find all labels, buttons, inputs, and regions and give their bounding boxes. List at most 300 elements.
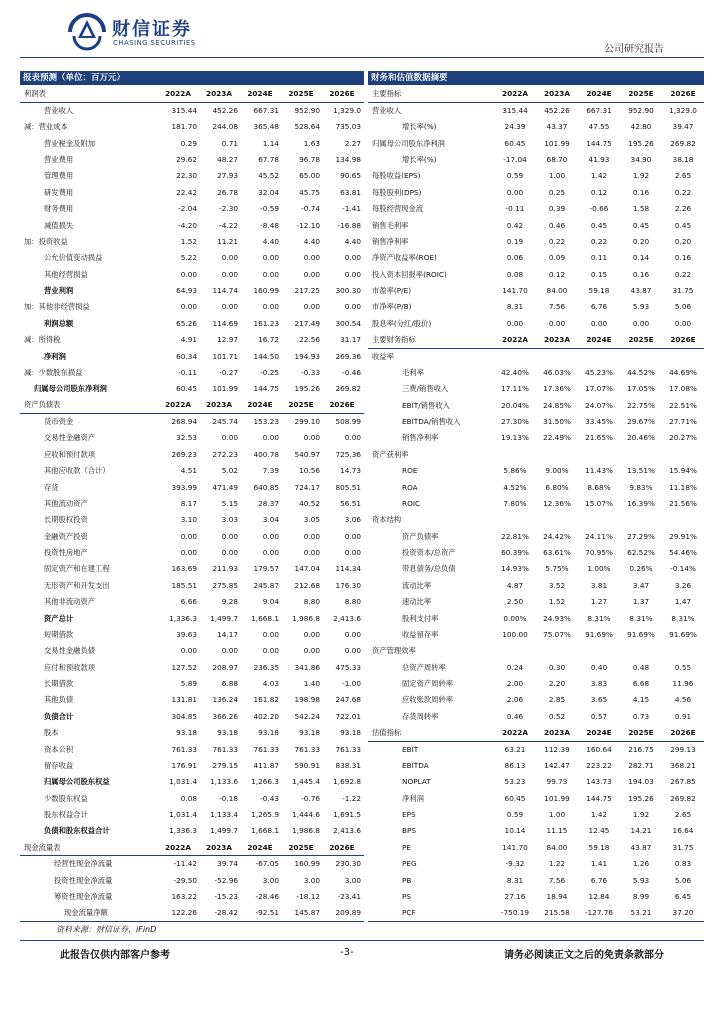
value-cell: 208.97 <box>212 662 238 672</box>
value-cell <box>494 446 536 462</box>
year-header-cell: 2026E <box>323 86 364 102</box>
value-cell: 952.90 <box>294 106 320 116</box>
table-row <box>20 807 364 823</box>
table-row <box>368 184 704 200</box>
row-label: 资产负债率 <box>402 531 439 541</box>
row-label: 其他负债 <box>44 695 74 705</box>
row-label: 存货周转率 <box>402 711 439 721</box>
value-cell <box>662 643 704 659</box>
value-cell: 0.22 <box>674 269 692 279</box>
row-label: 净利润 <box>402 793 424 803</box>
value-cell: 1.00 <box>548 810 566 820</box>
value-cell: 230.30 <box>335 859 361 869</box>
row-label: 货币资金 <box>44 417 74 427</box>
table-row <box>20 102 364 118</box>
value-cell: -67.05 <box>255 859 279 869</box>
table-row <box>20 594 364 610</box>
value-cell: 17.36% <box>543 384 571 394</box>
row-label: 归属母公司股东净利润 <box>34 384 107 394</box>
value-cell: 122.26 <box>159 905 200 921</box>
value-cell: 223.22 <box>586 760 612 770</box>
year-header-cell: 2025E <box>620 725 662 741</box>
value-cell: 275.85 <box>212 580 238 590</box>
value-cell: 6.80% <box>545 482 569 492</box>
row-label: 利润总额 <box>44 318 74 328</box>
value-cell: 8.80 <box>303 597 320 607</box>
value-cell: 93.18 <box>217 728 238 738</box>
row-label: 销售净利率 <box>372 236 409 246</box>
value-cell: 9.00% <box>545 466 569 476</box>
value-cell: 17.07% <box>585 384 613 394</box>
value-cell: 0.00 <box>303 629 320 639</box>
value-cell: 0.57 <box>590 711 608 721</box>
value-cell <box>662 446 704 462</box>
value-cell: -0.76 <box>301 793 320 803</box>
value-cell: 1,336.3 <box>169 826 197 836</box>
table-row <box>368 397 704 413</box>
value-cell: 1,031.4 <box>169 810 197 820</box>
year-header-cell: 2025E <box>282 839 323 855</box>
value-cell: 1,499.7 <box>210 826 238 836</box>
value-cell: 0.71 <box>221 138 238 148</box>
value-cell: 1,133.6 <box>210 777 238 787</box>
value-cell: 96.78 <box>299 155 320 165</box>
value-cell: 1,986.8 <box>292 826 320 836</box>
value-cell: 1.37 <box>632 597 650 607</box>
value-cell: 43.87 <box>630 286 652 296</box>
value-cell: 0.16 <box>632 269 650 279</box>
value-cell: 216.75 <box>628 744 654 754</box>
row-label: PEG <box>402 859 417 869</box>
row-label: 资产总计 <box>44 613 74 623</box>
value-cell: 1,133.4 <box>210 810 238 820</box>
value-cell: 0.00 <box>221 646 238 656</box>
value-cell <box>620 348 662 364</box>
value-cell: -29.50 <box>173 875 197 885</box>
row-label: 投入资本回报率(ROIC) <box>372 269 447 279</box>
value-cell: 0.00 <box>221 531 238 541</box>
row-label: 营业费用 <box>44 155 74 165</box>
row-label: 其他非流动资产 <box>44 597 96 607</box>
table-row <box>20 266 364 282</box>
row-label: 增长率(%) <box>402 155 437 165</box>
table-row <box>368 201 704 217</box>
row-label: 加：其他非经营损益 <box>24 302 90 312</box>
value-cell <box>620 643 662 659</box>
value-cell: -17.04 <box>503 155 527 165</box>
value-cell: 9.83% <box>629 482 653 492</box>
value-cell: 0.55 <box>674 662 692 672</box>
value-cell: 16.39% <box>627 498 655 508</box>
table-row <box>368 283 704 299</box>
value-cell: 0.00% <box>503 613 527 623</box>
value-cell: 21.65% <box>585 433 613 443</box>
row-label: BPS <box>402 826 417 836</box>
value-cell: 8.31% <box>671 613 695 623</box>
value-cell: -1.00 <box>342 679 361 689</box>
value-cell: 272.23 <box>212 449 238 459</box>
value-cell: 1.63 <box>303 138 320 148</box>
value-cell: 1.58 <box>632 204 650 214</box>
table-row <box>368 545 704 561</box>
value-cell: -0.14% <box>670 564 696 574</box>
value-cell: 176.30 <box>335 580 361 590</box>
value-cell: 14.73 <box>340 466 361 476</box>
table-row <box>368 463 704 479</box>
table-row <box>368 741 704 757</box>
value-cell: 12.97 <box>217 335 238 345</box>
table-row <box>368 135 704 151</box>
value-cell: 1.52 <box>548 597 566 607</box>
table-row <box>368 839 704 855</box>
value-cell: -9.32 <box>505 859 525 869</box>
table-row <box>368 315 704 331</box>
value-cell: 5.15 <box>221 498 238 508</box>
value-cell: 0.00 <box>303 302 320 312</box>
value-cell: 5.93 <box>632 875 650 885</box>
row-label: 营业收入 <box>372 106 402 116</box>
table-row <box>20 741 364 757</box>
value-cell: 17.05% <box>627 384 655 394</box>
value-cell: -4.20 <box>178 220 197 230</box>
value-cell: 24.93% <box>543 613 571 623</box>
value-cell: 3.65 <box>590 695 608 705</box>
row-label: 股东权益合计 <box>44 810 88 820</box>
value-cell: 0.00 <box>344 253 361 263</box>
value-cell: 1,499.7 <box>210 613 238 623</box>
value-cell: 411.87 <box>253 760 279 770</box>
value-cell: 34.90 <box>630 155 652 165</box>
value-cell: 8.99 <box>632 891 650 901</box>
table-row <box>20 348 364 364</box>
row-label: 收益率 <box>372 351 394 361</box>
value-cell: 160.99 <box>294 859 320 869</box>
value-cell: 3.03 <box>221 515 238 525</box>
value-cell: 1,265.9 <box>251 810 279 820</box>
table-row <box>368 823 704 839</box>
value-cell: 68.70 <box>546 155 568 165</box>
row-label: 估值指标 <box>368 725 494 741</box>
value-cell: 0.25 <box>548 187 566 197</box>
value-cell: 1.42 <box>590 171 608 181</box>
value-cell: -750.19 <box>494 905 536 921</box>
value-cell: 299.13 <box>670 744 696 754</box>
value-cell: 20.46% <box>627 433 655 443</box>
table-row <box>20 135 364 151</box>
table-row <box>20 364 364 380</box>
value-cell: 366.26 <box>212 711 238 721</box>
value-cell: 29.67% <box>627 417 655 427</box>
table-row <box>20 528 364 544</box>
forecast-section-title: 报表预测（单位：百万元） <box>20 71 364 85</box>
value-cell: 8.31% <box>629 613 653 623</box>
value-cell: -92.51 <box>241 905 282 921</box>
value-cell: 0.45 <box>674 220 692 230</box>
value-cell: 21.56% <box>669 498 697 508</box>
value-cell: 3.06 <box>344 515 361 525</box>
table-row <box>368 430 704 446</box>
table-row <box>20 888 364 904</box>
value-cell: 667.31 <box>253 106 279 116</box>
value-cell: 0.11 <box>590 253 608 263</box>
row-label: EBIT <box>402 744 419 754</box>
value-cell: 27.16 <box>504 891 526 901</box>
value-cell: 28.37 <box>258 498 279 508</box>
value-cell: 267.85 <box>670 777 696 787</box>
row-label: 市盈率(P/E) <box>372 286 412 296</box>
row-label: 营业利润 <box>44 286 74 296</box>
row-label: 归属母公司股东净利润 <box>372 138 445 148</box>
row-label: 固定资产周转率 <box>402 679 454 689</box>
value-cell: 114.69 <box>212 318 238 328</box>
value-cell: 304.85 <box>171 711 197 721</box>
row-label: 营业税金及附加 <box>44 138 96 148</box>
value-cell: 65.26 <box>176 318 197 328</box>
value-cell: 761.33 <box>335 744 361 754</box>
value-cell: 6.76 <box>590 875 608 885</box>
value-cell: -2.04 <box>178 204 197 214</box>
value-cell: 0.22 <box>548 236 566 246</box>
value-cell: 65.00 <box>299 171 320 181</box>
row-label: 减：少数股东损益 <box>24 367 83 377</box>
value-cell: 22.75% <box>627 400 655 410</box>
value-cell: 45.52 <box>258 171 279 181</box>
row-label: 主要财务指标 <box>368 332 494 348</box>
value-cell: 1.22 <box>548 859 566 869</box>
table-row <box>368 414 704 430</box>
value-cell: 0.00 <box>344 302 361 312</box>
row-label: 利润表 <box>20 86 159 102</box>
row-label: 留存收益 <box>44 760 74 770</box>
value-cell: -0.43 <box>260 793 279 803</box>
value-cell <box>620 512 662 528</box>
value-cell: 244.08 <box>212 122 238 132</box>
value-cell: 2.00 <box>506 679 524 689</box>
value-cell: 17.08% <box>669 384 697 394</box>
value-cell: 93.18 <box>340 728 361 738</box>
year-header-cell: 2024E <box>241 397 282 413</box>
value-cell: 63.21 <box>504 744 526 754</box>
value-cell: 7.39 <box>262 466 279 476</box>
value-cell: -0.66 <box>589 204 609 214</box>
row-label: EBITDA <box>402 760 429 770</box>
value-cell: 1.27 <box>590 597 608 607</box>
value-cell: 0.83 <box>674 859 692 869</box>
value-cell: 3.00 <box>344 875 361 885</box>
table-row <box>368 888 704 904</box>
row-label: 总资产周转率 <box>402 662 446 672</box>
row-label: 财务费用 <box>44 204 74 214</box>
value-cell: 60.39% <box>501 548 529 558</box>
row-label: 每股经营现金流 <box>372 204 424 214</box>
value-cell: 12.84 <box>588 891 610 901</box>
table-row <box>368 528 704 544</box>
value-cell: 542.24 <box>294 711 320 721</box>
value-cell: 20.04% <box>501 400 529 410</box>
row-label: 投资性现金净流量 <box>54 875 113 885</box>
value-cell: 402.20 <box>253 711 279 721</box>
value-cell: -4.22 <box>219 220 238 230</box>
value-cell: -15.23 <box>214 891 238 901</box>
value-cell: 0.12 <box>590 187 608 197</box>
value-cell: 7.56 <box>548 302 566 312</box>
value-cell: 1,668.1 <box>251 613 279 623</box>
row-label: 交易性金融资产 <box>44 433 96 443</box>
row-label: 归属母公司股东权益 <box>44 777 110 787</box>
page-number: -3- <box>340 947 354 958</box>
value-cell: 27.93 <box>217 171 238 181</box>
header-divider <box>20 57 704 58</box>
table-row <box>368 299 704 315</box>
value-cell: 0.42 <box>506 220 524 230</box>
value-cell: 11.96 <box>672 679 694 689</box>
table-row <box>20 823 364 839</box>
row-label: EBITDA/销售收入 <box>402 417 461 427</box>
value-cell: 91.69% <box>669 629 697 639</box>
value-cell: 0.00 <box>221 302 238 312</box>
year-header-cell: 2024E <box>241 86 282 102</box>
value-cell: 5.89 <box>180 679 197 689</box>
value-cell: 0.00 <box>344 433 361 443</box>
row-label: 每股股利(DPS) <box>372 187 422 197</box>
value-cell: 2.65 <box>674 171 692 181</box>
value-cell: 11.15 <box>546 826 568 836</box>
value-cell: 368.21 <box>670 760 696 770</box>
value-cell: -0.46 <box>342 367 361 377</box>
value-cell: 101.99 <box>544 793 570 803</box>
value-cell: 45.75 <box>299 187 320 197</box>
value-cell: 1.92 <box>632 171 650 181</box>
table-row <box>20 561 364 577</box>
value-cell: 0.00 <box>303 531 320 541</box>
value-cell: 93.18 <box>258 728 279 738</box>
value-cell: 10.14 <box>504 826 526 836</box>
table-row <box>20 610 364 626</box>
value-cell: 315.44 <box>171 106 197 116</box>
year-header-cell: 2024E <box>578 86 620 102</box>
value-cell: 12.36% <box>543 498 571 508</box>
value-cell: 3.04 <box>262 515 279 525</box>
value-cell: 101.99 <box>544 138 570 148</box>
value-cell: 3.81 <box>590 580 608 590</box>
value-cell: 0.45 <box>590 220 608 230</box>
value-cell: 3.52 <box>548 580 566 590</box>
value-cell: 31.75 <box>672 286 694 296</box>
value-cell: 452.26 <box>544 106 570 116</box>
row-label: 带息债务/总负债 <box>402 564 456 574</box>
value-cell: 134.98 <box>335 155 361 165</box>
value-cell: 0.00 <box>262 302 279 312</box>
value-cell: 64.93 <box>176 286 197 296</box>
value-cell: 761.33 <box>171 744 197 754</box>
value-cell: 0.14 <box>632 253 650 263</box>
row-label: 股息率(分红/股价) <box>372 318 432 328</box>
value-cell <box>662 512 704 528</box>
value-cell: 7.80% <box>503 498 527 508</box>
value-cell: 590.91 <box>294 760 320 770</box>
value-cell <box>662 348 704 364</box>
table-row <box>368 119 704 135</box>
value-cell: 0.00 <box>590 318 608 328</box>
value-cell: 6.88 <box>221 679 238 689</box>
value-cell: 62.52% <box>627 548 655 558</box>
company-name-en: CHASING SECURITIES <box>113 39 196 47</box>
value-cell: 0.45 <box>632 220 650 230</box>
value-cell: 44.52% <box>627 367 655 377</box>
value-cell: 60.45 <box>504 138 526 148</box>
value-cell: 3.00 <box>303 875 320 885</box>
row-label: 无形资产和开发支出 <box>44 580 110 590</box>
value-cell: 8.31 <box>506 302 524 312</box>
value-cell: 163.22 <box>171 891 197 901</box>
value-cell: 141.70 <box>502 842 528 852</box>
row-label: 管理费用 <box>44 171 74 181</box>
value-cell: 11.18% <box>669 482 697 492</box>
value-cell: 22.81% <box>501 531 529 541</box>
value-cell: 143.73 <box>586 777 612 787</box>
table-row <box>368 512 704 528</box>
value-cell: 1.47 <box>674 597 692 607</box>
row-label: 少数股东权益 <box>44 793 88 803</box>
value-cell: 217.25 <box>294 286 320 296</box>
value-cell: 29.91% <box>669 531 697 541</box>
value-cell: 11.21 <box>217 236 238 246</box>
footer-disclaimer-right: 请务必阅读正文之后的免责条款部分 <box>504 950 664 961</box>
year-header-cell: 2023A <box>200 839 241 855</box>
value-cell: 8.68% <box>587 482 611 492</box>
table-row <box>20 905 364 921</box>
footer-disclaimer-left: 此报告仅供内部客户参考 <box>60 950 170 961</box>
value-cell: 6.66 <box>180 597 197 607</box>
value-cell: 0.00 <box>221 548 238 558</box>
value-cell: 1,444.6 <box>292 810 320 820</box>
value-cell: 2.85 <box>548 695 566 705</box>
value-cell: 86.13 <box>504 760 526 770</box>
table-row <box>20 315 364 331</box>
value-cell: 0.00 <box>344 646 361 656</box>
row-label: 其他经营损益 <box>44 269 88 279</box>
value-cell: 452.26 <box>212 106 238 116</box>
table-header-row <box>368 332 704 348</box>
year-header-cell: 2025E <box>620 332 662 348</box>
value-cell: 14.17 <box>217 629 238 639</box>
value-cell <box>494 512 536 528</box>
value-cell: 2.27 <box>344 138 361 148</box>
value-cell: 60.45 <box>176 384 197 394</box>
value-cell: 32.53 <box>176 433 197 443</box>
value-cell: 60.45 <box>504 793 526 803</box>
row-label: 三费/销售收入 <box>402 384 449 394</box>
value-cell: 5.06 <box>674 875 692 885</box>
value-cell: 12.45 <box>588 826 610 836</box>
value-cell: 268.94 <box>171 417 197 427</box>
table-row <box>20 626 364 642</box>
value-cell: 4.03 <box>262 679 279 689</box>
table-row <box>20 725 364 741</box>
table-row <box>368 905 704 921</box>
value-cell: 245.74 <box>212 417 238 427</box>
value-cell: 0.46 <box>548 220 566 230</box>
value-cell: 1,031.4 <box>169 777 197 787</box>
row-label: 资产管理效率 <box>372 646 416 656</box>
value-cell: 1,986.8 <box>292 613 320 623</box>
value-cell: 341.86 <box>294 662 320 672</box>
value-cell: 1.00 <box>548 171 566 181</box>
value-cell: 0.00 <box>180 302 197 312</box>
value-cell: 90.65 <box>340 171 361 181</box>
table-row <box>368 561 704 577</box>
value-cell: 27.71% <box>669 417 697 427</box>
